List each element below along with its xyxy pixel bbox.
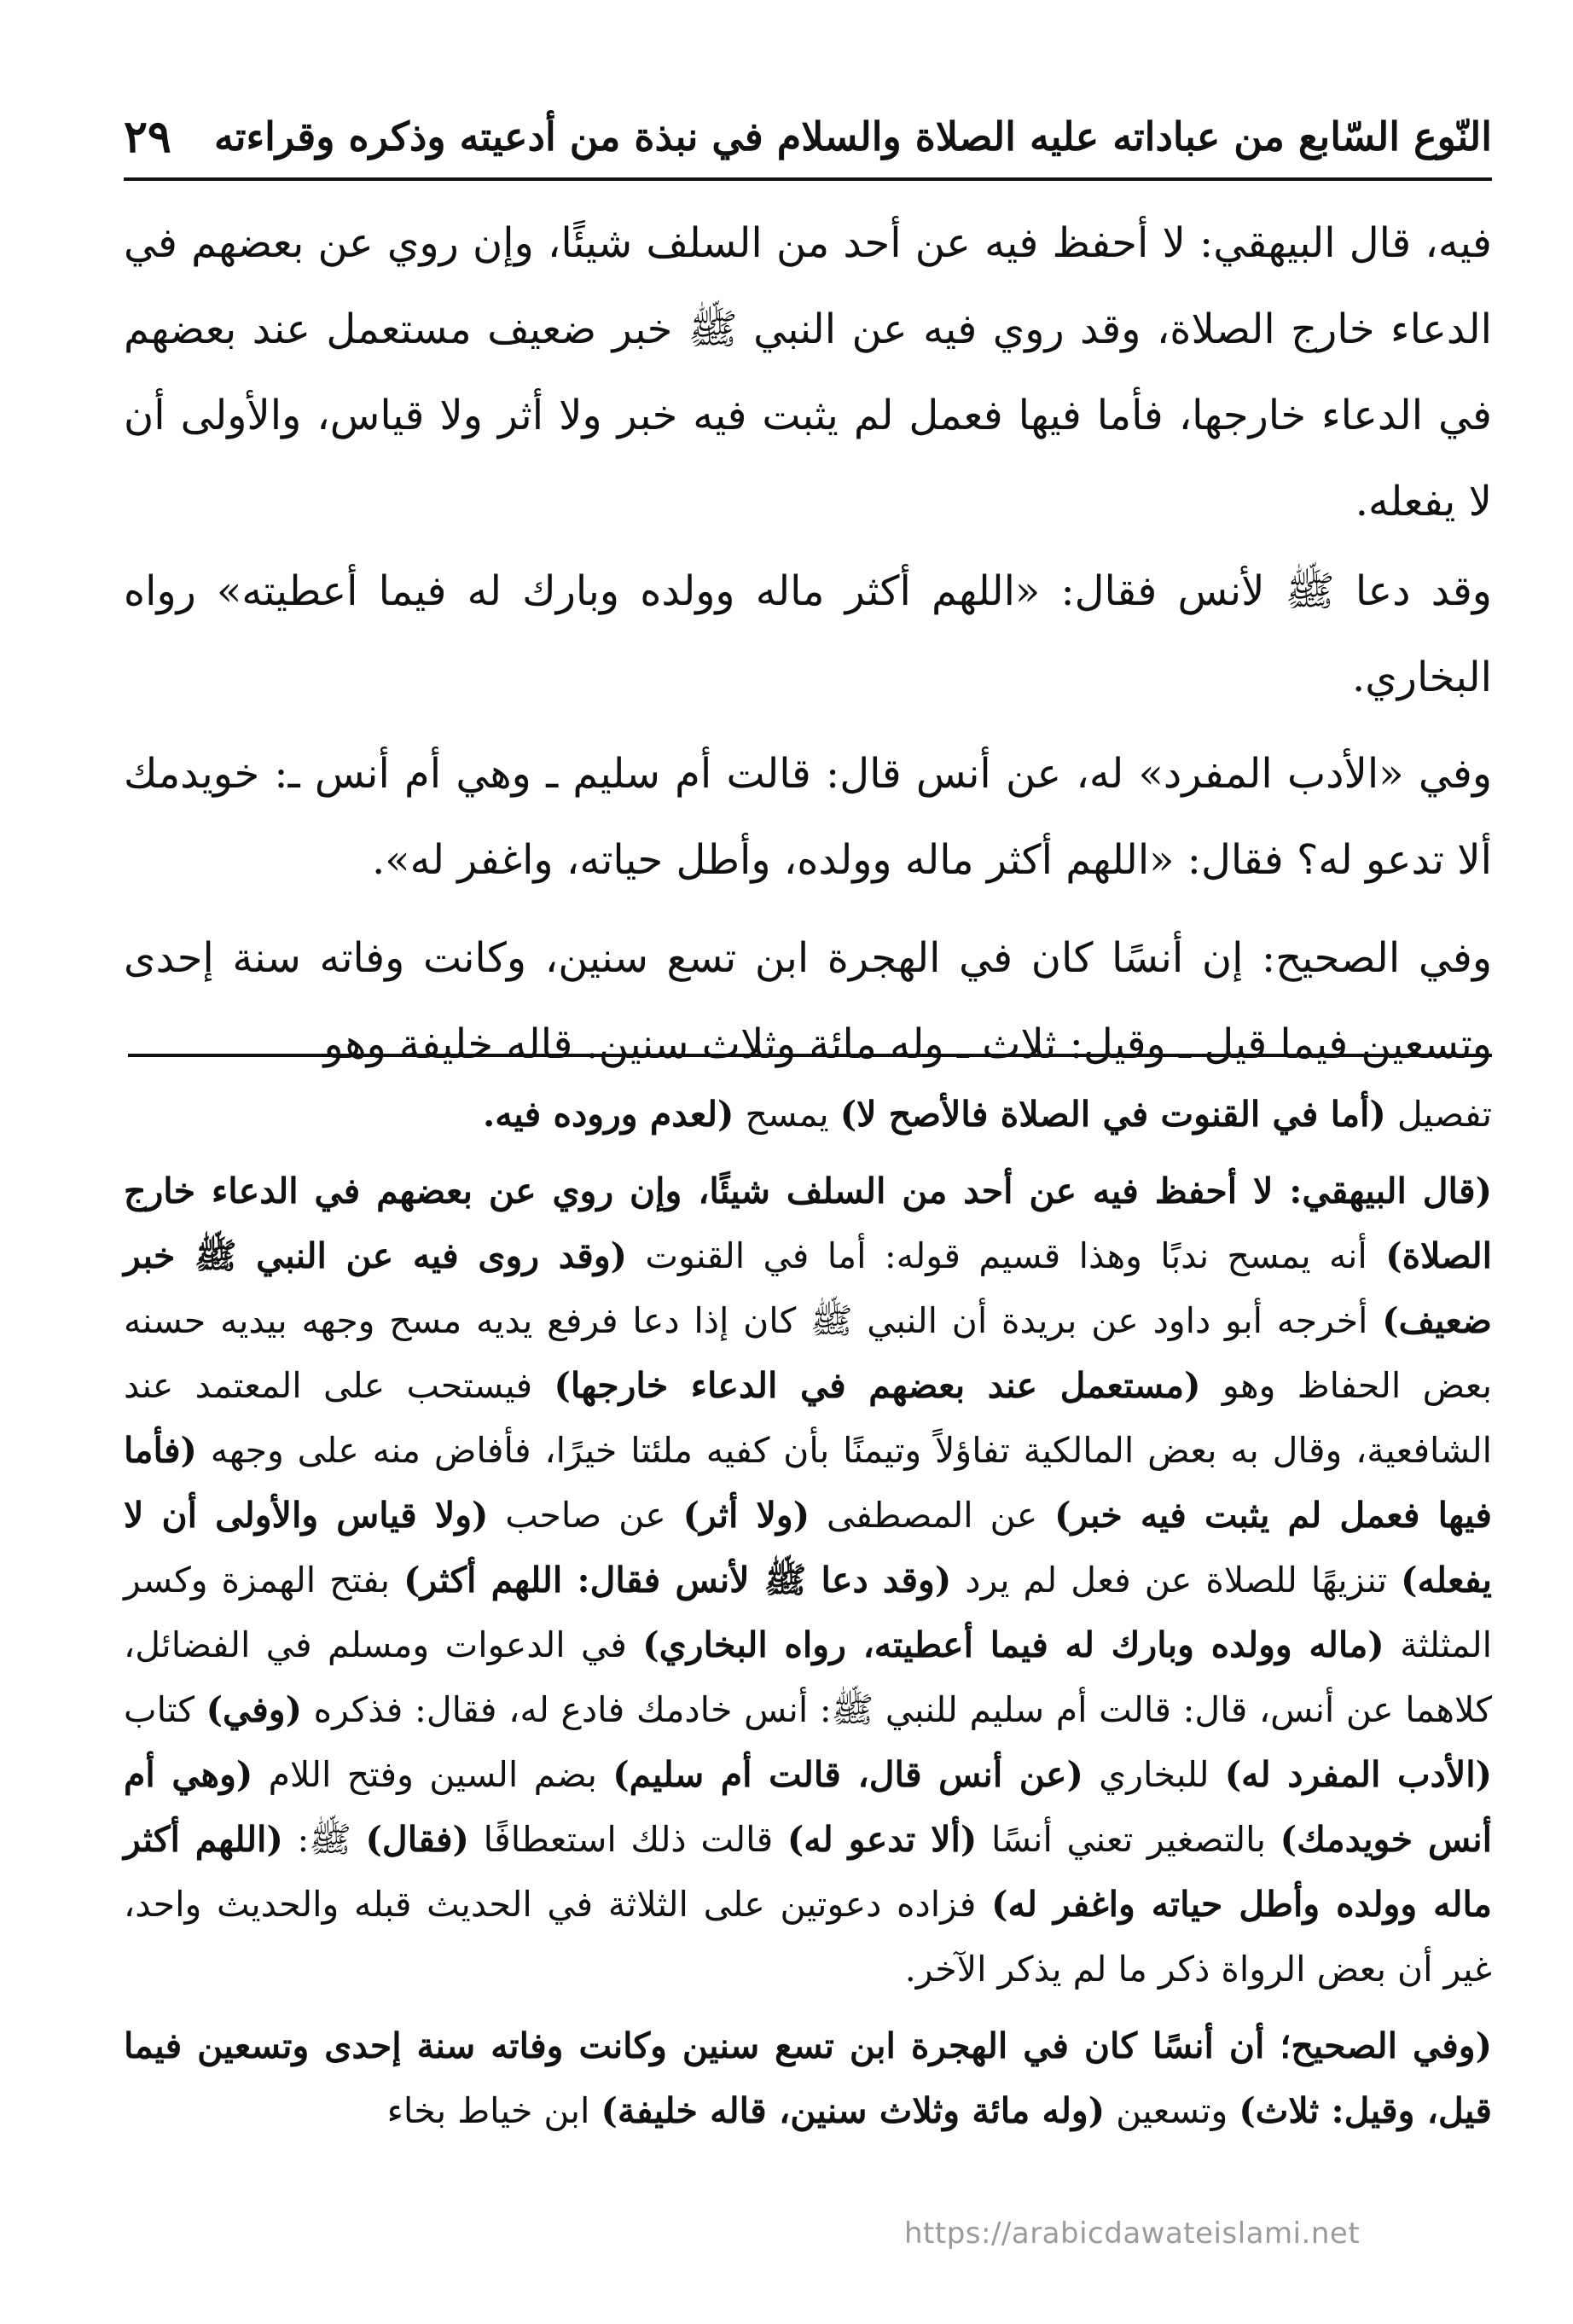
quoted-text: (وقد دعا ﷺ لأنس فقال: اللهم أكثر) [403,1560,952,1601]
note-text: للبخاري [1083,1754,1225,1795]
quoted-text: (فقال) [365,1819,469,1860]
quoted-text: (وهي أم أنس خويدمك) [124,1754,1493,1860]
note-text: بالتصغير تعني أنسًا [977,1819,1280,1860]
note-text: يمسح [734,1094,840,1135]
note-text: تنزيهًا للصلاة عن فعل لم يرد [951,1560,1402,1601]
note-text: بضم السين وفتح اللام [252,1754,613,1795]
running-header [124,96,1492,181]
commentary [124,1082,1492,2143]
quoted-text: (ولا قياس والأولى أن لا يفعله) [124,1495,1492,1601]
note-text: عن صاحب [488,1495,683,1536]
note-text: تفصيل [1385,1094,1492,1135]
quoted-text: (الأدب المفرد له) [1224,1754,1492,1795]
note-text: ابن خياط بخاء [386,2090,601,2131]
note-text: بفتح الهمزة وكسر المثلثة [124,1560,1492,1665]
main-paragraph-1: فيه، قال البيهقي: لا أحفظ فيه عن أحد من السلف شيئًا، وإن روي عن بعضهم في الدعاء خارج الصلاة، وقد روي فيه عن النبي ﷺ خبر ضعيف مستعمل عند بعضهم في الدعاء خارجها، فأما فيها فعمل لم يثبت فيه خبر ولا أثر ولا قياس، والأولى أن لا يفعله. [124,219,1493,526]
quoted-text: (مستعمل عند بعضهم في الدعاء خارجها) [554,1365,1201,1406]
note-text: عن المصطفى [810,1495,1055,1536]
quoted-text: (وفي) [206,1689,302,1730]
quoted-text: (وله مائة وثلاث سنين، قاله خليفة) [601,2090,1106,2131]
watermark-url: https://arabicdawateislami.net [904,2217,1361,2251]
main-paragraph-3: وفي «الأدب المفرد» له، عن أنس قال: قالت أم سليم ـ وهي أم أنس ـ: خويدمك ألا تدعو له؟ فقال: «اللهم أكثر ماله وولده، وأطل حياته، واغفر له». [124,750,1492,884]
note-text: قالت ذلك استعطافًا [468,1819,787,1860]
quoted-text: (ألا تدعو له) [786,1819,978,1860]
note-text: فزاده دعوتين على الثلاثة في الحديث قبله والحديث واحد، غير أن بعض الرواة ذكر ما لم يذكر الآخر. [124,1884,1492,1990]
quoted-text: (قال البيهقي: لا أحفظ فيه عن أحد من السلف شيئًا، وإن روي عن بعضهم في الدعاء خارج الصلاة) [124,1171,1492,1276]
quoted-text: (اللهم أكثر ماله وولده وأطل حياته واغفر له) [124,1819,1492,1925]
note-text: في الدعوات ومسلم في الفضائل، كلاهما عن أنس، قال: قالت أم سليم للنبي ﷺ: أنس خادمك فادع له، فقال: فذكره [124,1624,1492,1730]
footnote-divider [128,1054,1492,1057]
main-paragraph-4: وفي الصحيح: إن أنسًا كان في الهجرة ابن تسع سنين، وكانت وفاته سنة إحدى وتسعين فيما قيل ـ وقيل: ثلاث ـ وله مائة وثلاث سنين. قاله خليفة وهو [124,934,1492,1068]
quoted-text: (وقد روى فيه عن النبي ﷺ خبر ضعيف) [124,1235,1492,1341]
commentary-paragraph-3 [124,2013,1492,2143]
note-text: كتاب [124,1689,206,1730]
quoted-text: (وفي الصحيح؛ أن أنسًا كان في الهجرة ابن تسع سنين وكانت وفاته سنة إحدى وتسعين فيما قيل، وقيل: ثلاث) [124,2025,1492,2131]
note-text: أخرجه أبو داود عن بريدة أن النبي ﷺ كان إذا دعا فرفع يديه مسح وجهه بيديه حسنه بعض الحفاظ وهو [124,1300,1492,1406]
main-text [124,200,1492,1088]
quoted-text: (ماله وولده وبارك له فيما أعطيته، رواه البخاري) [642,1624,1384,1665]
quoted-text: (ولا أثر) [682,1495,810,1536]
main-paragraph-2: وقد دعا ﷺ لأنس فقال: «اللهم أكثر ماله وولده وبارك له فيما أعطيته» رواه البخاري. [124,567,1492,701]
commentary-paragraph-1 [124,1082,1492,1147]
quoted-text: (أما في القنوت في الصلاة فالأصح لا) [839,1094,1386,1135]
quoted-text: (عن أنس قال، قالت أم سليم) [612,1754,1083,1795]
note-text: أنه يمسح ندبًا وهذا قسيم قوله: أما في القنوت [627,1235,1386,1276]
note-text: ﷺ: [282,1819,366,1860]
page-number: ٢٩ [124,110,171,163]
quoted-text: (لعدم وروده فيه. [482,1094,734,1135]
commentary-paragraph-2 [124,1159,1492,2002]
note-text: وتسعين [1105,2090,1239,2131]
quoted-text: (فأما فيها فعمل لم يثبت فيه خبر) [124,1430,1492,1536]
header-title: النّوع السّابع من عباداته عليه الصلاة والسلام في نبذة من أدعيته وذكره وقراءته [214,113,1492,160]
note-text: فيستحب على المعتمد عند الشافعية، وقال به بعض المالكية تفاؤلاً وتيمنًا بأن كفيه ملئتا خيرًا، فأفاض منه على وجهه [124,1365,1492,1471]
